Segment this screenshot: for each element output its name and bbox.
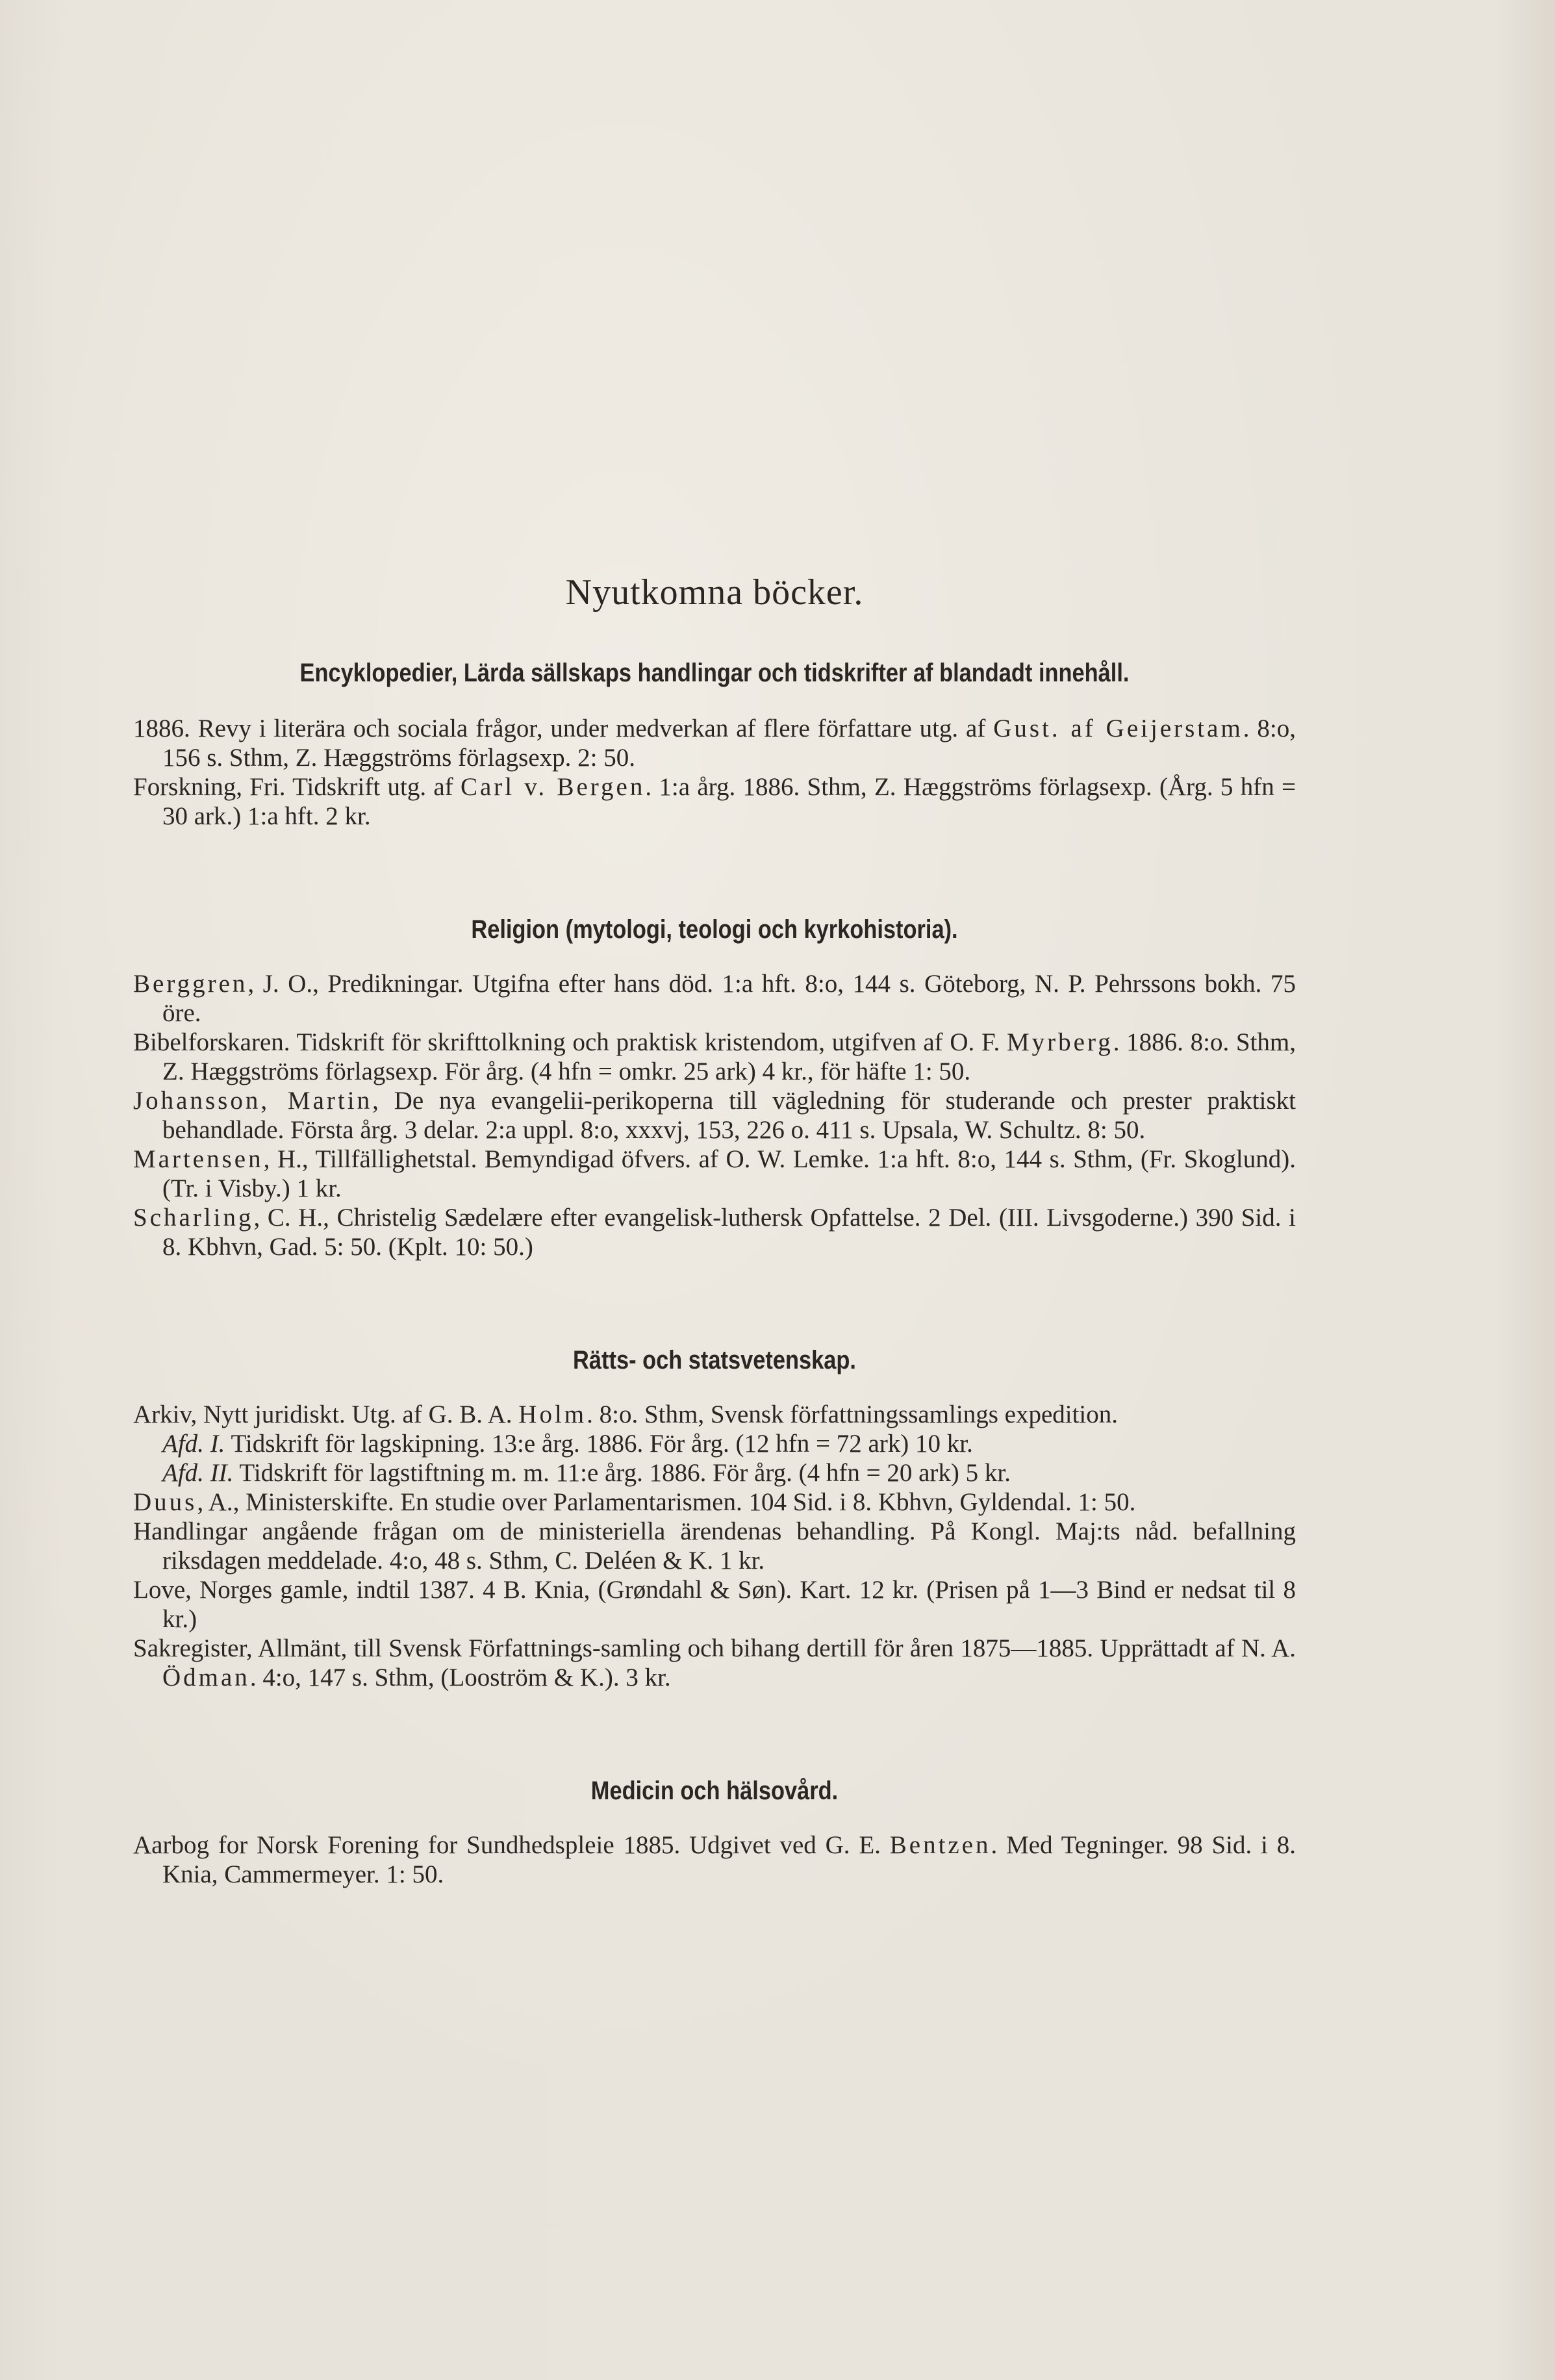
entry-author-spaced: Johansson, Martin	[133, 1087, 373, 1115]
entry-text-lead: Tidskrift för lagskipning. 13:e årg. 1886. För årg. (12 hfn = 72 ark) 10 kr.	[225, 1430, 973, 1458]
page-title: Nyutkomna böcker.	[565, 572, 864, 613]
entry-text-tail: , A., Ministerskifte. En studie over Parlamentarismen. 104 Sid. i 8. Kbhvn, Gyldendal. 1: 50.	[197, 1488, 1136, 1516]
entry-text-lead: Bibelforskaren. Tidskrift för skrifttolkning och praktisk kristendom, utgifven af O. F.	[133, 1028, 1007, 1056]
section-heading: Encyklopedier, Lärda sällskaps handlingar och tidskrifter af blandadt innehåll.	[299, 659, 1130, 687]
entry-text-tail: . 4:o, 147 s. Sthm, (Looström & K.). 3 kr.	[249, 1664, 671, 1691]
entry-part-label: Afd. I.	[162, 1430, 225, 1458]
bibliography-entry	[133, 1400, 1296, 1429]
entry-text-tail: , De nya evangelii-perikoperna till vägledning för studerande och prester praktiskt behandlade. Första årg. 3 delar. 2:a uppl. 8:o, xxxvj, 153, 226 o. 411 s. Upsala, W. Schultz. 8: 50.	[162, 1087, 1296, 1144]
entry-author-spaced: Scharling	[133, 1204, 254, 1232]
section-heading: Religion (mytologi, teologi och kyrkohistoria).	[471, 915, 958, 944]
page-content	[133, 572, 1296, 1973]
sections	[133, 659, 1296, 1889]
entry-author-spaced: Berggren	[133, 970, 248, 998]
bibliography-entry	[133, 714, 1296, 772]
bibliography-entry	[133, 1634, 1296, 1692]
sub-entry	[133, 1458, 1296, 1488]
entry-author-spaced: Holm	[518, 1400, 587, 1428]
bibliography-entry	[133, 772, 1296, 831]
entry-part-label: Afd. II.	[162, 1459, 234, 1487]
entry-text-lead: Sakregister, Allmänt, till Svensk Författnings-samling och bihang dertill för åren 1875—1885. Upprättadt af N. A.	[133, 1634, 1296, 1662]
entry-text-lead: Aarbog for Norsk Forening for Sundhedspleie 1885. Udgivet ved G. E.	[133, 1831, 890, 1859]
entry-text-lead: Arkiv, Nytt juridiskt. Utg. af G. B. A.	[133, 1400, 519, 1428]
bibliography-entry	[133, 1517, 1296, 1575]
entry-text-tail: , C. H., Christelig Sædelære efter evangelisk-luthersk Opfattelse. 2 Del. (III. Livsgoderne.) 390 Sid. i 8. Kbhvn, Gad. 5: 50. (Kplt. 10: 50.)	[162, 1204, 1296, 1261]
entry-author-spaced: Martensen	[133, 1145, 264, 1173]
entry-text-tail: . Med Tegninger. 98 Sid. i 8. Knia, Cammermeyer. 1: 50.	[162, 1831, 1296, 1888]
entry-author-spaced: Bentzen	[889, 1831, 991, 1859]
entry-text-tail: . 8:o. Sthm, Svensk författningssamlings expedition.	[587, 1400, 1119, 1428]
entry-text-lead: 1886. Revy i literära och sociala frågor, under medverkan af flere författare utg. af	[133, 715, 994, 742]
entry-text-tail: , J. O., Predikningar. Utgifna efter hans död. 1:a hft. 8:o, 144 s. Göteborg, N. P. Pehrssons bokh. 75 öre.	[162, 970, 1296, 1027]
section	[133, 1346, 1296, 1692]
bibliography-entry	[133, 1086, 1296, 1145]
entry-author-spaced: Carl v. Bergen	[460, 773, 646, 801]
entry-author-spaced: Gust. af Geijerstam	[993, 715, 1243, 742]
entry-author-spaced: Ödman	[162, 1664, 250, 1691]
entry-text-lead: Forskning, Fri. Tidskrift utg. af	[133, 773, 461, 801]
bibliography-entry	[133, 1203, 1296, 1261]
entry-text-tail: . 1886. 8:o. Sthm, Z. Hæggströms förlagsexp. För årg. (4 hfn = omkr. 25 ark) 4 kr., för häfte 1: 50.	[162, 1028, 1296, 1085]
bibliography-entry	[133, 1488, 1296, 1517]
sub-entry	[133, 1429, 1296, 1458]
bibliography-entry	[133, 969, 1296, 1028]
entry-text-lead: Tidskrift för lagstiftning m. m. 11:e årg. 1886. För årg. (4 hfn = 20 ark) 5 kr.	[233, 1459, 1011, 1487]
entry-text-tail: . 1:a årg. 1886. Sthm, Z. Hæggströms förlagsexp. (Årg. 5 hfn = 30 ark.) 1:a hft. 2 kr.	[162, 773, 1296, 830]
section	[133, 659, 1296, 831]
section	[133, 915, 1296, 1261]
bibliography-entry	[133, 1145, 1296, 1203]
section-heading: Rätts- och statsvetenskap.	[573, 1346, 856, 1374]
entry-text-lead: Handlingar angående frågan om de ministeriella ärendenas behandling. På Kongl. Maj:ts nåd. befallning riksdagen meddelade. 4:o, 48 s. Sthm, C. Deléen & K. 1 kr.	[133, 1517, 1296, 1575]
entry-author-spaced: Duus	[133, 1488, 197, 1516]
bibliography-entry	[133, 1575, 1296, 1634]
entry-text-tail: . 8:o, 156 s. Sthm, Z. Hæggströms förlagsexp. 2: 50.	[162, 715, 1296, 772]
bibliography-entry	[133, 1028, 1296, 1086]
section-heading: Medicin och hälsovård.	[590, 1777, 839, 1805]
entry-text-lead: Love, Norges gamle, indtil 1387. 4 B. Knia, (Grøndahl & Søn). Kart. 12 kr. (Prisen på 1—3 Bind er nedsat til 8 kr.)	[133, 1576, 1296, 1633]
entry-text-tail: , H., Tillfällighetstal. Bemyndigad öfvers. af O. W. Lemke. 1:a hft. 8:o, 144 s. Sthm, (Fr. Skoglund). (Tr. i Visby.) 1 kr.	[162, 1145, 1296, 1202]
bibliography-entry	[133, 1830, 1296, 1889]
entry-author-spaced: Myrberg	[1006, 1028, 1113, 1056]
section	[133, 1777, 1296, 1889]
